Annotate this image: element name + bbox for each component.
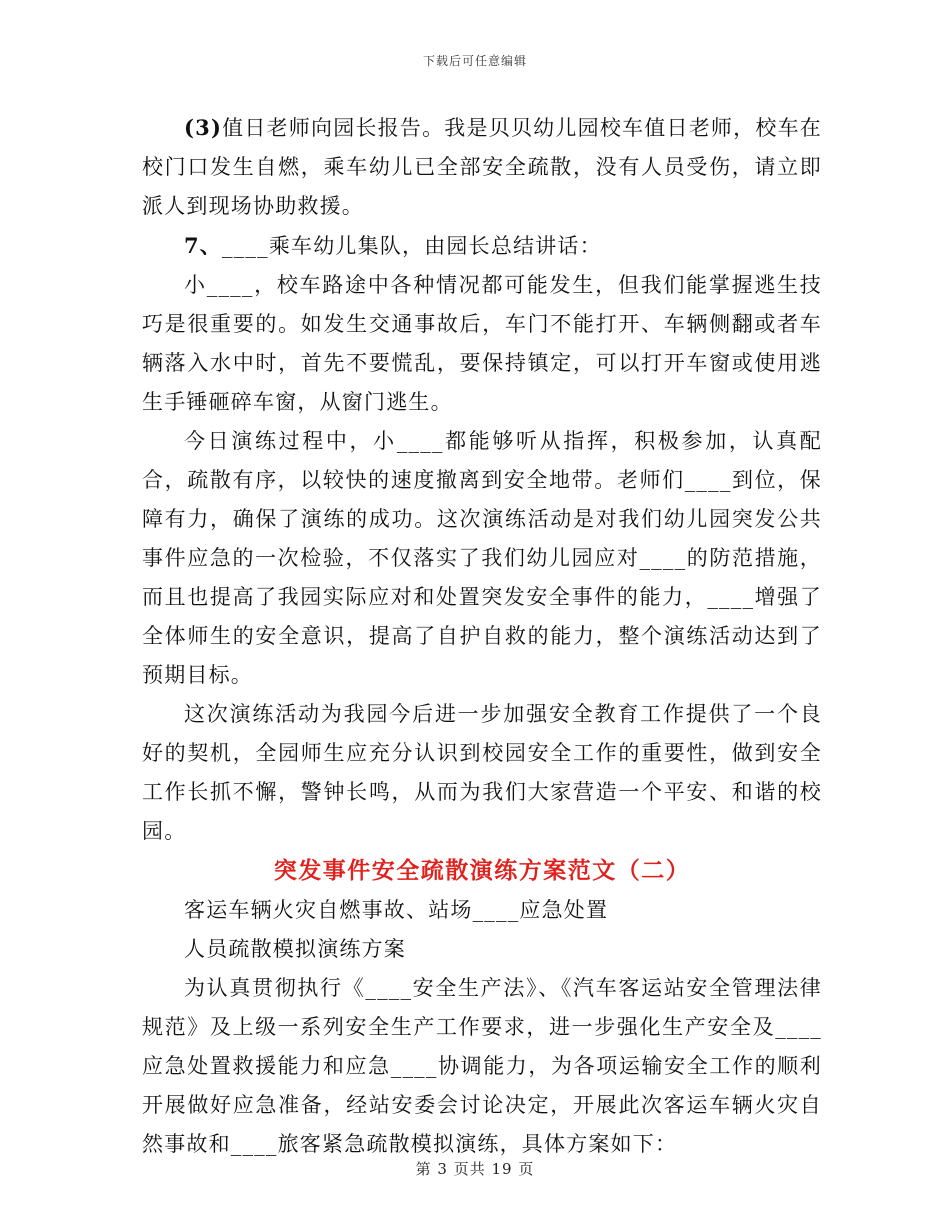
paragraph-subtitle-line-1: 客运车辆火灾自燃事故、站场____应急处置 (184, 898, 609, 922)
paragraph-plan-intro: 为认真贯彻执行《____安全生产法》、《汽车客运站安全管理法律规范》及上级一系列安全生产工作要求，进一步强化生产安全及____应急处置救援能力和应急____协调能力，为各项运输安全工作的顺利开展做好应急准备，经站安委会讨论决定，开展此次客运车辆火灾自然事故和____旅客紧急疏散模拟演练，具体方案如下： (142, 976, 822, 1156)
page-number: 第 3 页共 19 页 (415, 1160, 535, 1178)
header-note: 下载后可任意编辑 (422, 54, 527, 68)
paragraph-report (142, 108, 822, 226)
paragraph-report-lead: (3) (184, 115, 223, 140)
section-title: 突发事件安全疏散演练方案范文（二） (273, 857, 691, 884)
paragraph-report-text: 值日老师向园长报告。我是贝贝幼儿园校车值日老师，校车在校门口发生自燃，乘车幼儿已全部安全疏散，没有人员受伤，请立即派人到现场协助救援。 (142, 116, 822, 218)
paragraph-step-7-lead: 7、 (184, 233, 223, 258)
paragraph-conclusion: 这次演练活动为我园今后进一步加强安全教育工作提供了一个良好的契机，全园师生应充分认识到校园安全工作的重要性，做到安全工作长抓不懈，警钟长鸣，从而为我们大家营造一个平安、和谐的校园。 (142, 702, 822, 843)
paragraph-step-7 (142, 226, 822, 266)
paragraph-escape-tips: 小____，校车路途中各种情况都可能发生，但我们能掌握逃生技巧是很重要的。如发生交通事故后，车门不能打开、车辆侧翻或者车辆落入水中时，首先不要慌乱，要保持镇定，可以打开车窗或使用逃生手锤砸碎车窗，从窗门逃生。 (142, 273, 822, 414)
paragraph-step-7-text: ____乘车幼儿集队，由园长总结讲话： (222, 234, 602, 258)
document-body (142, 108, 822, 1164)
paragraph-subtitle-line-2: 人员疏散模拟演练方案 (184, 937, 406, 961)
paragraph-drill-summary: 今日演练过程中，小____都能够听从指挥，积极参加，认真配合，疏散有序，以较快的速度撤离到安全地带。老师们____到位，保障有力，确保了演练的成功。这次演练活动是对我们幼儿园突发公共事件应急的一次检验，不仅落实了我们幼儿园应对____的防范措施，而且也提高了我园实际应对和处置突发安全事件的能力，____增强了全体师生的安全意识，提高了自护自救的能力，整个演练活动达到了预期目标。 (142, 429, 822, 687)
